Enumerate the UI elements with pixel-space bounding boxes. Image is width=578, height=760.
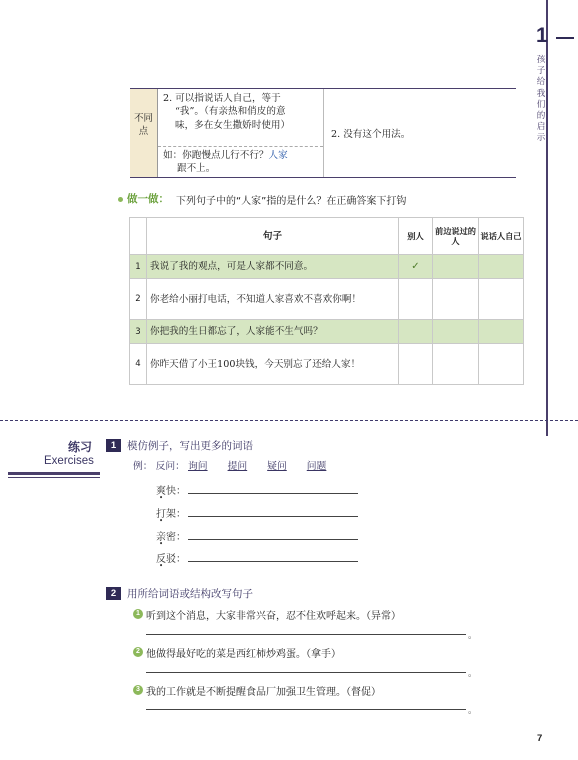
header-previous: 前边说过的人	[433, 218, 479, 255]
table-row	[130, 320, 524, 344]
row-sentence: 你老给小丽打电话，不知道人家喜欢不喜欢你啊！	[147, 279, 399, 320]
exercises-underline	[8, 472, 100, 475]
comparison-right-text: 2. 没有这个用法。	[331, 129, 411, 140]
comparison-example	[163, 149, 323, 176]
section-1-title: 模仿例子，写出更多的词语	[127, 440, 253, 452]
answer-checkbox-speaker[interactable]	[479, 255, 524, 279]
page-number: 7	[537, 733, 543, 744]
header-speaker: 说话人自己	[479, 218, 524, 255]
example-prefix: 如：你跑慢点儿行不行？	[163, 150, 269, 161]
row-sentence: 我说了我的观点，可是人家都不同意。	[147, 255, 399, 279]
answer-checkbox-speaker[interactable]	[479, 279, 524, 320]
bullet-icon	[118, 197, 123, 202]
example-answer: 疑问	[267, 461, 287, 472]
answer-checkbox-previous[interactable]	[433, 255, 479, 279]
exercises-title-en: Exercises	[44, 455, 94, 467]
example-answer: 提问	[227, 461, 248, 472]
example-label: 例：	[133, 461, 153, 472]
row-number: 4	[130, 344, 147, 385]
word-prompt	[156, 482, 186, 497]
answer-checkbox-others[interactable]	[399, 344, 433, 385]
rewrite-sentence-1: 听到这个消息，大家非常兴奋，忍不住欢呼起来。（异常）	[146, 611, 401, 622]
rewrite-answer-line-2[interactable]	[146, 672, 466, 673]
word-prompt	[156, 550, 186, 565]
example-highlight: 人家	[268, 150, 288, 161]
example-answer: 询问	[187, 461, 208, 472]
word-answer-line[interactable]	[188, 516, 358, 517]
word-label: 爽快： •	[156, 486, 186, 497]
section-separator	[0, 420, 578, 421]
activity-instruction: 下列句子中的“人家”指的是什么？在正确答案下打钩	[176, 196, 407, 207]
item-3-number-icon: 3	[133, 685, 143, 695]
end-mark: 。	[468, 669, 478, 679]
table-row	[130, 279, 524, 320]
rewrite-sentence-2: 他做得最好吃的菜是西红柿炒鸡蛋。（拿手）	[146, 649, 341, 660]
left-line-1: 2. 可以指说话人自己，等于	[163, 93, 281, 104]
word-answer-line[interactable]	[188, 539, 358, 540]
row-divider	[158, 146, 323, 147]
word-label: 亲密： •	[156, 532, 186, 543]
answer-checkbox-previous[interactable]	[433, 279, 479, 320]
example-answer: 问题	[306, 461, 327, 472]
end-mark: 。	[468, 631, 478, 641]
word-label: 反驳： •	[156, 554, 186, 565]
answer-table	[129, 217, 524, 385]
answer-checkbox-others[interactable]	[399, 279, 433, 320]
comparison-table	[130, 88, 516, 178]
answer-checkbox-previous[interactable]	[433, 320, 479, 344]
left-line-2: “我”。（有亲热和俏皮的意	[175, 106, 286, 118]
word-prompt	[156, 505, 186, 520]
exercises-title-cn: 练习	[68, 440, 93, 454]
section-2-number: 2	[106, 587, 121, 600]
word-prompt	[156, 528, 186, 543]
answer-checkbox-speaker[interactable]	[479, 320, 524, 344]
section-2-title: 用所给词语或结构改写句子	[127, 588, 253, 600]
chapter-number: 1	[536, 24, 548, 47]
table-row	[130, 344, 524, 385]
answer-checkbox-others[interactable]: ✓	[399, 255, 433, 279]
item-1-number-icon: 1	[133, 609, 143, 619]
row-sentence: 你把我的生日都忘了，人家能不生气吗？	[147, 320, 399, 344]
rewrite-sentence-3: 我的工作就是不断提醒食品厂加强卫生管理。（督促）	[146, 687, 381, 698]
column-divider	[323, 89, 324, 177]
chapter-title: 孩子给我们的启示	[536, 55, 546, 144]
activity-label: 做一做：	[127, 193, 169, 205]
item-2-number-icon: 2	[133, 647, 143, 657]
example-word: 反问：	[155, 461, 185, 472]
comparison-left-text	[163, 92, 323, 132]
answer-checkbox-speaker[interactable]	[479, 344, 524, 385]
header-sentence: 句子	[147, 218, 399, 255]
section-1-example	[133, 458, 346, 472]
word-answer-line[interactable]	[188, 561, 358, 562]
row-number: 3	[130, 320, 147, 344]
row-number: 2	[130, 279, 147, 320]
word-label: 打架： •	[156, 509, 186, 520]
end-mark: 。	[468, 706, 478, 716]
comparison-label: 不同点	[134, 113, 153, 137]
row-sentence: 你昨天借了小王100块钱，今天别忘了还给人家！	[147, 344, 399, 385]
left-line-3: 味，多在女生撒娇时使用）	[175, 119, 291, 131]
chapter-dash	[556, 37, 574, 39]
table-row	[130, 255, 524, 279]
word-answer-line[interactable]	[188, 493, 358, 494]
answer-checkbox-others[interactable]	[399, 320, 433, 344]
header-num	[130, 218, 147, 255]
answer-checkbox-previous[interactable]	[433, 344, 479, 385]
row-number: 1	[130, 255, 147, 279]
table-header-row	[130, 218, 524, 255]
rewrite-answer-line-3[interactable]	[146, 709, 466, 710]
example-suffix: 跟不上。	[177, 163, 216, 175]
rewrite-answer-line-1[interactable]	[146, 634, 466, 635]
exercises-underline-thin	[8, 477, 100, 478]
header-others: 别人	[399, 218, 433, 255]
section-1-number: 1	[106, 439, 121, 452]
